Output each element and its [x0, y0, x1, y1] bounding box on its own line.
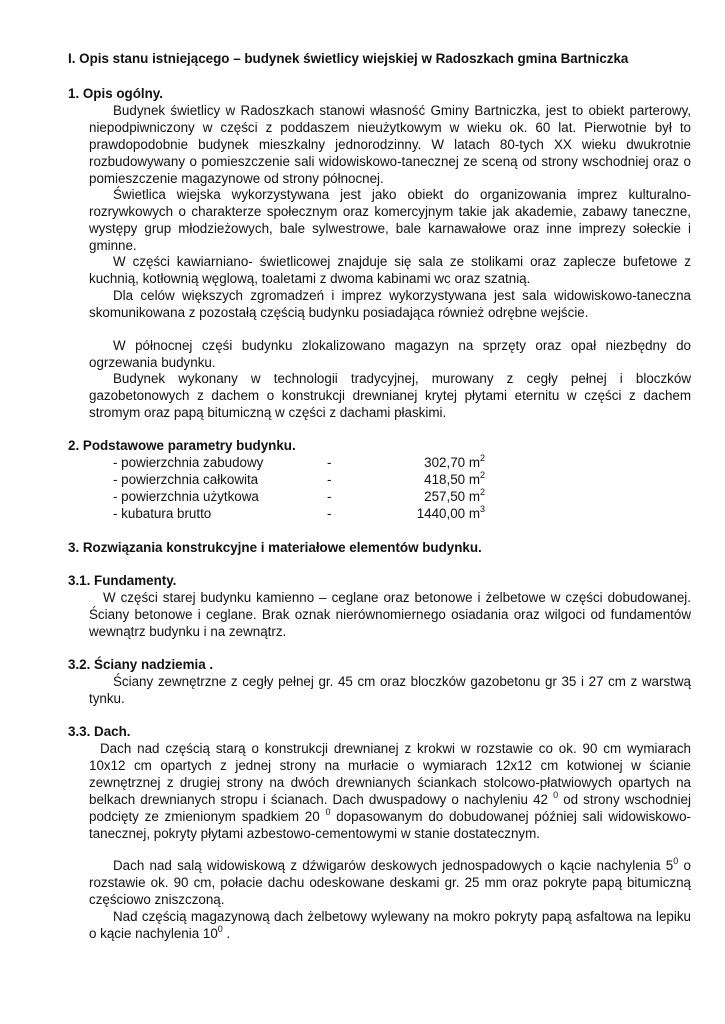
parameter-label: - powierzchnia zabudowy	[113, 455, 264, 470]
paragraph-purpose: Świetlica wiejska wykorzystywana jest jako obiekt do organizowania imprez kulturalno-rozrywkowych o charakterze społecznym oraz komercyjnym takie jak akademie, zabawy taneczne, występy grup młodzieżowych, bale sylwestrowe, bale karnawałowe oraz inne imprezy sołeckie i gminne.	[89, 187, 691, 253]
parameter-value: 302,70 $m^2$	[424, 453, 485, 470]
parameter-dash: -	[327, 472, 332, 487]
paragraph-storage: W północnej częśi budynku zlokalizowano magazyn na sprzęty oraz opał niezbędny do ogrzewania budynku.	[89, 338, 691, 370]
parameter-label: - powierzchnia użytkowa	[113, 489, 259, 504]
section-heading-construction: 3. Rozwiązania konstrukcyjne i materiałowe elementów budynku.	[68, 540, 482, 555]
subsection-heading-roof: 3.3. Dach.	[68, 724, 131, 739]
parameter-label: - kubatura brutto	[113, 506, 212, 521]
paragraph-technology: Budynek wykonany w technologii tradycyjnej, murowany z cegły pełnej i bloczków gazobetonowych z dachem o konstrukcji drewnianej krytej płytami eternitu w części z dachem stromym oraz papą bitumiczną w części z dachami płaskimi.	[89, 371, 691, 420]
paragraph-roof-old-part: Dach nad częścią starą o konstrukcji drewnianej z krokwi w rozstawie co ok. 90 cm wymiarach 10x12 cm opartych z jednej strony na murłacie o wymiarach 12x12 cm kotwionej w ścianie zewnętrznej z drugiej strony na dwóch drewnianych ściankach stolcowo-płatwiowych opartych na belkach drewnianych stropu i ścianach. Dach dwuspadowy o nachyleniu 42 $^0$ od strony wschodniej podcięty ze zmienionym spadkiem 20 $^0$ dopasowanym do dobudowanej później sali widowiskowo- tanecznej, pokryty płytami azbestowo-cementowymi w stanie dostatecznym.	[89, 741, 692, 841]
subsection-heading-foundations: 3.1. Fundamenty.	[68, 573, 177, 588]
paragraph-roof-storage: Nad częścią magazynową dach żelbetowy wylewany na mokro pokryty papą asfaltowa na lepiku o kącie nachylenia $10^0$ .	[89, 909, 691, 941]
paragraph-walls: Ściany zewnętrzne z cegły pełnej gr. 45 cm oraz bloczków gazobetonu gr 35 i 27 cm z warstwą tynku.	[89, 674, 691, 706]
section-heading-parameters: 2. Podstawowe parametry budynku.	[68, 438, 296, 453]
subsection-heading-walls: 3.2. Ściany nadziemia .	[68, 657, 214, 672]
paragraph-roof-hall: Dach nad salą widowiskową z dźwigarów deskowych jednospadowych o kącie nachylenia $5^0$ o rozstawie ok. 90 cm, połacie dachu odeskowane deskami gr. 25 mm oraz pokryte papą bitumiczną częściowo zniszczoną.	[89, 856, 691, 907]
parameter-dash: -	[327, 455, 332, 470]
paragraph-cafe-part: W części kawiarniano- świetlicowej znajduje się sala ze stolikami oraz zaplecze bufetowe z kuchnią, kotłownią węglową, toaletami z dwoma kabinami wc oraz szatnią.	[89, 254, 691, 286]
parameter-value: 257,50 $m^2$	[424, 487, 485, 504]
paragraph-ownership: Budynek świetlicy w Radoszkach stanowi własność Gminy Bartniczka, jest to obiekt parterowy, niepodpiwniczony w części z poddaszem nieużytkowym w wieku ok. 60 lat. Pierwotnie był to prawdopodobnie budynek mieszkalny jednorodzinny. W latach 80-tych XX wieku dwukrotnie rozbudowywany o pomieszczenie sali widowiskowo-tanecznej ze sceną od strony wschodniej oraz o pomieszczenie magazynowe od strony północnej.	[89, 103, 691, 186]
section-heading-general: 1. Opis ogólny.	[68, 86, 163, 101]
parameter-label: - powierzchnia całkowita	[113, 472, 259, 487]
paragraph-foundations: W części starej budynku kamienno – ceglane oraz betonowe i żelbetowe w części dobudowanej. Ściany betonowe i ceglane. Brak oznak nierównomiernego osiadania oraz wilgoci od fundamentów wewnątrz budynku i na zewnątrz.	[89, 590, 691, 639]
parameter-dash: -	[327, 489, 332, 504]
document-title: I. Opis stanu istniejącego – budynek świetlicy wiejskiej w Radoszkach gmina Bartniczka	[68, 51, 629, 66]
parameter-dash: -	[327, 506, 332, 521]
paragraph-hall: Dla celów większych zgromadzeń i imprez wykorzystywana jest sala widowiskowo-taneczna skomunikowana z pozostałą częścią budynku posiadająca również odrębne wejście.	[89, 288, 691, 320]
parameter-value: 418,50 $m^2$	[424, 470, 485, 487]
parameter-value: 1440,00 $m^3$	[416, 504, 485, 521]
